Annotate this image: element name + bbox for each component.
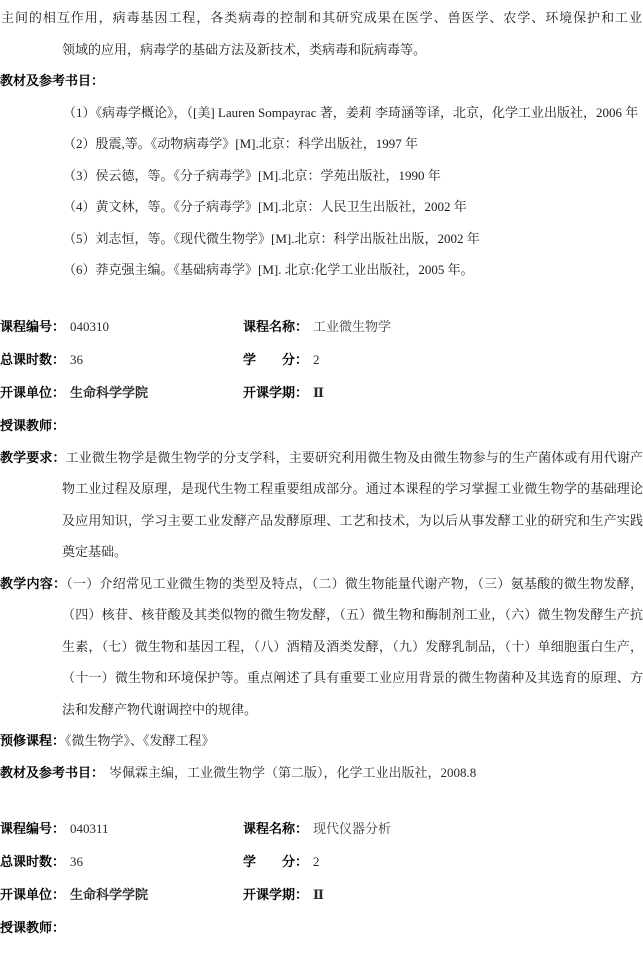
course-name-label: 课程名称： [243,318,309,334]
course-unit-value: 生命科学学院 [70,887,149,902]
course-credit-label: 学 分： [243,854,309,869]
intro-line-2: 领域的应用，病毒学的基础方法及新技术，类病毒和阮病毒等。 [62,41,427,57]
reference-number: （4） [63,199,96,214]
course-hours-value: 36 [70,351,84,367]
prerequisites-text: 《微生物学》、《发酵工程》 [65,733,215,748]
course-name-value: 工业微生物学 [313,318,392,334]
course-teacher-label: 授课教师： [0,920,66,935]
course-name-label: 课程名称： [243,821,309,836]
reference-number: （3） [63,167,96,183]
course-row-unit-term [0,376,643,409]
course-hours-label: 总课时数： [0,351,66,367]
course-unit-cell [0,878,243,911]
reference-item-1 [63,97,643,129]
course-name-cell [243,310,643,343]
teaching-content-paragraph [0,568,643,726]
course-hours-label: 总课时数： [0,854,66,869]
course-code-value: 040310 [70,318,110,334]
course1-references-line [0,757,643,789]
course-name-value: 现代仪器分析 [313,821,392,836]
intro-line-1: 主间的相互作用，病毒基因工程，各类病毒的控制和其研究成果在医学、兽医学、农学、环境保护和工业 [1,10,642,25]
prerequisites-label: 预修课程： [0,733,66,748]
reference-text: 殷震,等。《动物病毒学》[M].北京：科学出版社，1997 年 [95,136,418,151]
course-row-code-name [0,310,643,343]
course-hours-cell [0,343,243,376]
course1-references-text: 岑佩霖主编，工业微生物学（第二版），化学工业出版社，2008.8 [109,764,477,780]
reference-item-6 [63,254,643,286]
reference-item-5 [63,223,643,255]
reference-number: （5） [63,230,96,246]
course-row-unit-term [0,878,643,911]
teaching-requirements-paragraph [0,442,643,568]
course-unit-label: 开课单位： [0,887,66,902]
reference-text: 侯云德，等。《分子病毒学》[M].北京：学苑出版社，1990 年 [95,167,441,183]
reference-item-2 [63,128,643,160]
course-row-code-name [0,812,643,845]
course-name-cell [243,812,643,845]
course-term-cell [243,376,643,409]
course-unit-label: 开课单位： [0,384,66,400]
course-code-label: 课程编号： [0,318,66,334]
course-code-value: 040311 [70,821,109,836]
course-teacher-label: 授课教师： [0,417,66,433]
teaching-requirements-text: 工业微生物学是微生物学的分支学科，主要研究利用微生物及由微生物参与的生产菌体或有用代谢产物工业过程及原理，是现代生物工程重要组成部分。通过本课程的学习掌握工业微生物学的基础理论及应用知识，学习主要工业发酵产品发酵原理、工艺和技术，为以后从事发酵工业的研究和生产实践奠定基础。 [62,449,643,559]
course-code-label: 课程编号： [0,821,66,836]
teaching-content-text: （一）介绍常见工业微生物的类型及特点，（二）微生物能量代谢产物，（三）氨基酸的微生物发酵，（四）核苷、核苷酸及其类似物的微生物发酵，（五）微生物和酶制剂工业，（六）微生物发酵生产抗生素，（七）微生物和基因工程，（八）酒精及酒类发酵，（九）发酵乳制品，（十）单细胞蛋白生产，（十一）微生物和环境保护等。重点阐述了具有重要工业应用背景的微生物菌种及其选育的原理、方法和发酵产物代谢调控中的规律。 [62,575,643,717]
teaching-requirements-label: 教学要求： [0,449,66,465]
reference-text: 《病毒学概论》，（[美] Lauren Sompayrac 著，姜莉 李琦涵等译，北京，化学工业出版社，2006 年 [95,104,639,120]
top-section [0,2,643,286]
course-code-cell [0,310,243,343]
course-term-value: Ⅱ [313,887,324,902]
course-unit-cell [0,376,243,409]
course-credit-label: 学 分： [243,351,309,367]
references-header: 教材及参考书目： [0,73,105,88]
course-row-teacher [0,409,643,442]
course-row-hours-credit [0,845,643,878]
reference-number: （2） [63,136,96,151]
course-hours-cell [0,845,243,878]
course-credit-value: 2 [313,854,320,869]
course-credit-value: 2 [313,351,320,367]
course-credit-cell [243,845,643,878]
course-block-modern-instrumental-analysis [0,812,643,944]
course-code-cell [0,812,243,845]
course-term-label: 开课学期： [243,384,309,400]
course-term-label: 开课学期： [243,887,309,902]
course-unit-value: 生命科学学院 [70,384,149,400]
course-term-value: Ⅱ [313,384,324,400]
reference-number: （1） [63,104,96,120]
reference-number: （6） [63,262,96,277]
reference-text: 莽克强主编。《基础病毒学》[M]. 北京:化学工业出版社，2005 年。 [95,262,474,277]
course-term-cell [243,878,643,911]
reference-text: 黄文林，等。《分子病毒学》[M].北京：人民卫生出版社，2002 年 [95,199,467,214]
course-credit-cell [243,343,643,376]
course-row-teacher [0,911,643,944]
reference-text: 刘志恒，等。《现代微生物学》[M].北京：科学出版社出版，2002 年 [95,230,480,246]
prerequisites-line [0,725,643,757]
course-block-industrial-microbiology [0,310,643,789]
course1-references-label: 教材及参考书目： [0,764,105,780]
course-row-hours-credit [0,343,643,376]
teaching-content-label: 教学内容： [0,575,67,591]
reference-item-4 [63,191,643,223]
course-hours-value: 36 [70,854,84,869]
reference-item-3 [63,160,643,192]
